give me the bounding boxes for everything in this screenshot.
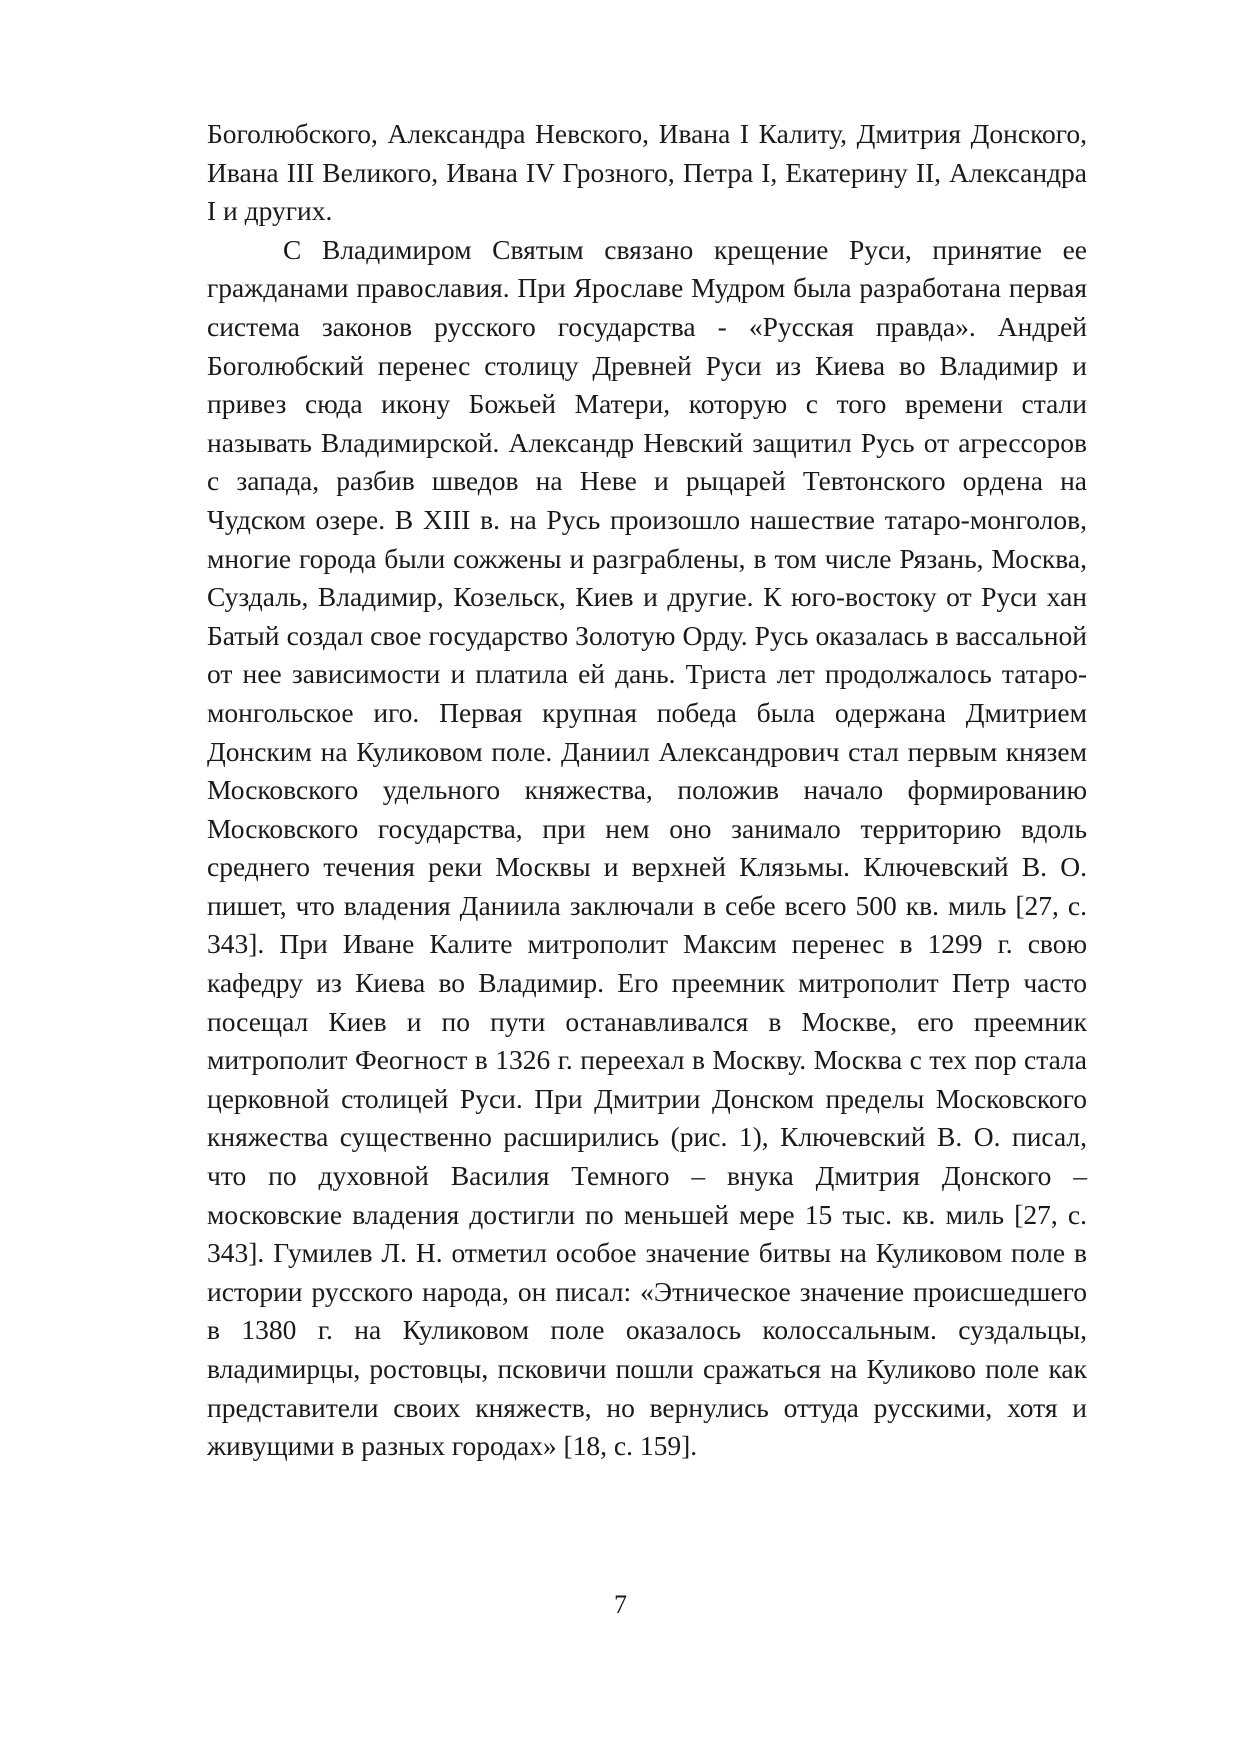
paragraph-main: С Владимиром Святым связано крещение Руси, принятие ее гражданами православия. При Ярославе Мудром была разработана первая система законов русского государства - «Русская правда». Андрей Боголюбский перенес столицу Древней Руси из Киева во Владимир и привез сюда икону Божьей Матери, которую с того времени стали называть Владимирской. Александр Невский защитил Русь от агрессоров с запада, разбив шведов на Неве и рыцарей Тевтонского ордена на Чудском озере. В XIII в. на Русь произошло нашествие татаро-монголов, многие города были сожжены и разграблены, в том числе Рязань, Москва, Суздаль, Владимир, Козельск, Киев и другие. К юго-востоку от Руси хан Батый создал свое государство Золотую Орду. Русь оказалась в вассальной от нее зависимости и платила ей дань. Триста лет продолжалось татаро-монгольское иго. Первая крупная победа была одержана Дмитрием Донским на Куликовом поле. Даниил Александрович стал первым князем Московского удельного княжества, положив начало формированию Московского государства, при нем оно занимало территорию вдоль среднего течения реки Москвы и верхней Клязьмы. Ключевский В. О. пишет, что владения Даниила заключали в себе всего 500 кв. миль [27, с. 343]. При Иване Калите митрополит Максим перенес в 1299 г. свою кафедру из Киева во Владимир. Его преемник митрополит Петр часто посещал Киев и по пути останавливался в Москве, его преемник митрополит Феогност в 1326 г. переехал в Москву. Москва с тех пор стала церковной столицей Руси. При Дмитрии Донском пределы Московского княжества существенно расширились (рис. 1), Ключевский В. О. писал, что по духовной Василия Темного – внука Дмитрия Донского – московские владения достигли по меньшей мере 15 тыс. кв. миль [27, с. 343]. Гумилев Л. Н. отметил особое значение битвы на Куликовом поле в истории русского народа, он писал: «Этническое значение происшедшего в 1380 г. на Куликовом поле оказалось колоссальным. суздальцы, владимирцы, ростовцы, псковичи пошли сражаться на Куликово поле как представители своих княжеств, но вернулись оттуда русскими, хотя и живущими в разных городах» [18, с. 159]. — [207, 233, 1087, 1462]
page-number: 7 — [614, 1590, 627, 1619]
body-text — [207, 115, 1087, 1466]
paragraph-continuation: Боголюбского, Александра Невского, Ивана I Калиту, Дмитрия Донского, Ивана III Великого, Ивана IV Грозного, Петра I, Екатерину II, Александра I и других. — [207, 118, 1087, 227]
